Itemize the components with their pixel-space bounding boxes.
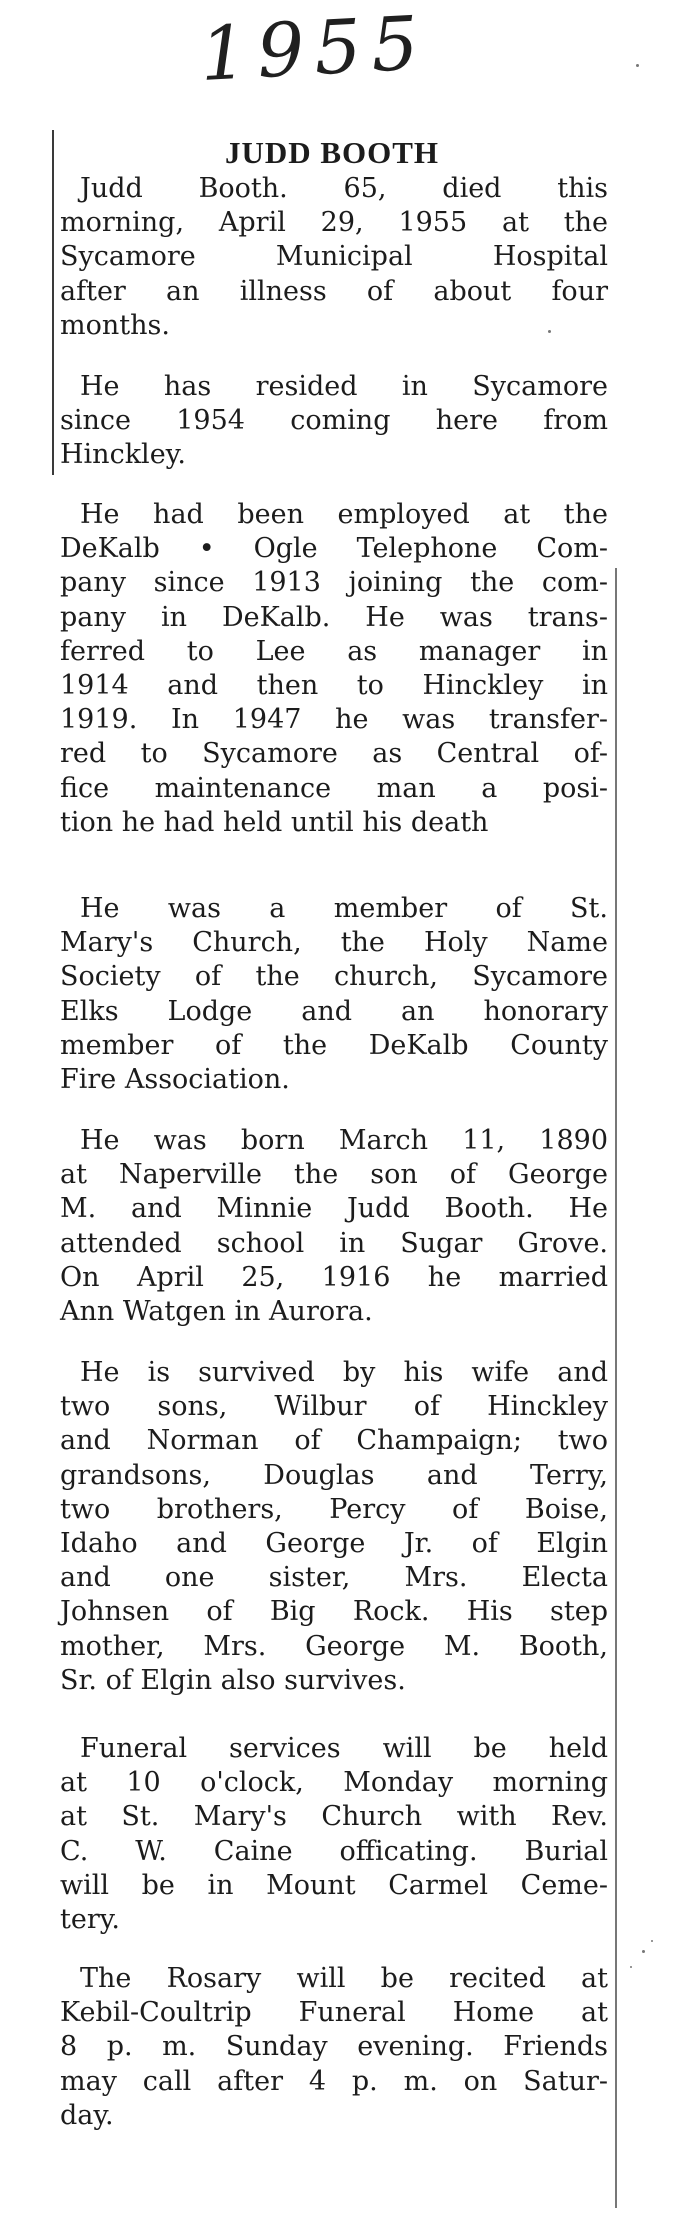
text-line: 8 p. m. Sunday evening. Friends [60, 2031, 608, 2063]
text-line: grandsons, Douglas and Terry, [60, 1459, 608, 1491]
text-line: mother, Mrs. George M. Booth, [60, 1630, 608, 1662]
text-line: Elks Lodge and an honorary [60, 995, 608, 1027]
text-line: Ann Watgen in Aurora. [60, 1296, 373, 1328]
text-line: He has resided in Sycamore [80, 371, 608, 402]
paragraph [60, 370, 608, 473]
text-line: months. [60, 309, 170, 341]
text-line: after an illness of about four [60, 275, 608, 307]
text-line: Judd Booth. 65, died this [80, 173, 608, 204]
text-line: Johnsen of Big Rock. His step [60, 1596, 608, 1628]
text-line: He was born March 11, 1890 [80, 1125, 608, 1156]
text-line: Fire Association. [60, 1064, 290, 1096]
text-line: and Norman of Champaign; two [60, 1425, 608, 1457]
headline: JUDD BOOTH [224, 135, 440, 170]
text-line: The Rosary will be recited at [80, 1963, 608, 1994]
obituary-clipping [52, 128, 612, 2208]
text-line: M. and Minnie Judd Booth. He [60, 1193, 608, 1225]
paragraph [60, 1962, 608, 2133]
text-line: member of the DeKalb County [60, 1029, 608, 1061]
paragraph [60, 892, 608, 1097]
text-line: Hinckley. [60, 439, 186, 471]
text-line: He had been employed at the [80, 499, 608, 530]
text-line: Idaho and George Jr. of Elgin [60, 1528, 608, 1560]
speck [636, 64, 639, 67]
text-line: Sr. of Elgin also survives. [60, 1664, 406, 1696]
paragraph [60, 498, 608, 840]
text-line: at St. Mary's Church with Rev. [60, 1801, 608, 1833]
text-line: pany in DeKalb. He was trans- [60, 601, 608, 633]
text-line: Sycamore Municipal Hospital [60, 241, 608, 273]
text-line: C. W. Caine officating. Burial [60, 1835, 608, 1867]
text-line: On April 25, 1916 he married [60, 1261, 608, 1293]
text-line: fice maintenance man a posi- [60, 772, 608, 804]
text-line: tery. [60, 1904, 120, 1936]
speck [630, 1966, 632, 1968]
text-line: since 1954 coming here from [60, 405, 608, 437]
clipping-right-rule [615, 568, 617, 2208]
text-line: attended school in Sugar Grove. [60, 1227, 608, 1259]
text-line: DeKalb • Ogle Telephone Com- [60, 533, 608, 565]
text-line: at 10 o'clock, Monday morning [60, 1767, 608, 1799]
text-line: He is survived by his wife and [80, 1357, 608, 1388]
speck [651, 1940, 653, 1942]
text-line: day. [60, 2099, 114, 2131]
text-line: Kebil-Coultrip Funeral Home at [60, 1997, 608, 2029]
text-line: and one sister, Mrs. Electa [60, 1562, 608, 1594]
paragraph [60, 172, 608, 343]
paragraph [60, 1732, 608, 1937]
text-line: ferred to Lee as manager in [60, 635, 608, 667]
text-line: tion he had held until his death [60, 806, 489, 838]
text-line: will be in Mount Carmel Ceme- [60, 1869, 608, 1901]
speck [642, 1950, 645, 1953]
text-line: red to Sycamore as Central of- [60, 738, 608, 770]
text-line: morning, April 29, 1955 at the [60, 207, 608, 239]
text-line: 1914 and then to Hinckley in [60, 670, 608, 702]
text-line: He was a member of St. [80, 893, 608, 924]
text-line: at Naperville the son of George [60, 1159, 608, 1191]
text-line: may call after 4 p. m. on Satur- [60, 2065, 608, 2097]
text-line: Funeral services will be held [80, 1733, 608, 1764]
text-line: pany since 1913 joining the com- [60, 567, 608, 599]
paragraph [60, 1356, 608, 1698]
text-line: 1919. In 1947 he was transfer- [60, 704, 608, 736]
text-line: two sons, Wilbur of Hinckley [60, 1391, 608, 1423]
text-line: Society of the church, Sycamore [60, 961, 608, 993]
paragraph [60, 1124, 608, 1329]
text-line: Mary's Church, the Holy Name [60, 927, 608, 959]
handwritten-year: 1955 [197, 0, 431, 98]
text-line: two brothers, Percy of Boise, [60, 1493, 608, 1525]
